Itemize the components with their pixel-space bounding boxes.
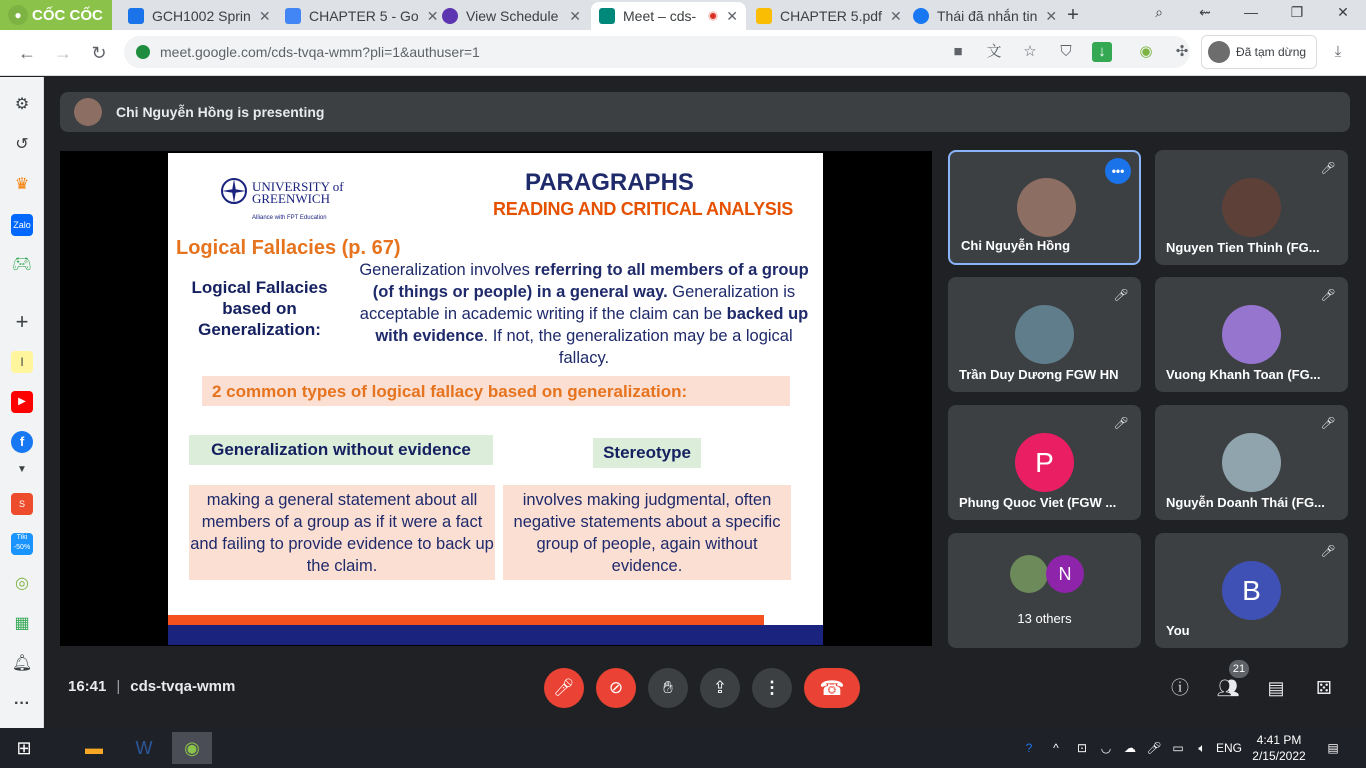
shield-icon[interactable]: ⛉ [1060,43,1072,60]
mic-toggle-button[interactable]: 🎤︎ [544,668,584,708]
others-count: 13 others [1017,611,1072,626]
self-tile[interactable] [1155,533,1348,648]
extensions-puzzle-icon[interactable]: ✣ [1175,43,1189,60]
participant-name: Nguyen Tien Thinh (FG... [1166,240,1320,255]
word-icon[interactable]: W [135,737,153,758]
close-icon[interactable]: ✕ [569,7,581,24]
clock-date: 2/15/2022 [1252,749,1306,763]
participant-tile[interactable] [1155,150,1348,265]
raise-hand-button[interactable]: ✋︎ [648,668,688,708]
new-tab-button[interactable]: + [1067,4,1079,26]
slide-footer-bar [168,615,764,625]
mic-off-icon: 🎤︎ [1113,288,1129,302]
university-crest-icon [220,177,248,205]
type1-description: making a general statement about all members of a group as if it were a fact and failing to provide evidence to back up the claim. [189,485,495,580]
participant-tile[interactable] [1155,277,1348,392]
chevron-up-icon[interactable]: ^ [1053,741,1059,755]
back-to-tab-icon[interactable]: ⇜ [1199,4,1211,20]
close-icon[interactable]: ✕ [1045,7,1058,24]
participant-avatar: N [1046,555,1084,593]
close-icon[interactable]: ✕ [889,7,902,24]
close-window-button[interactable]: ✕ [1337,4,1349,20]
recording-indicator-icon [708,11,718,21]
profile-avatar [1208,41,1230,63]
tab-label: CHAPTER 5.pdf [780,8,882,24]
tab-facebook[interactable] [905,2,1060,30]
type2-label: Stereotype [593,438,701,468]
youtube-icon[interactable]: ▶ [11,391,33,413]
downloads-icon[interactable]: ⤓ [1334,43,1342,60]
participant-avatar [1017,178,1076,237]
tab-search-icon[interactable]: ⌕ [1155,4,1163,20]
types-label: 2 common types of logical fallacy based on generalization: [202,376,790,406]
mic-off-icon: 🎤︎ [1320,416,1336,430]
meeting-info [68,678,235,695]
presenter-avatar [74,98,102,126]
download-icon[interactable]: ↓ [1092,42,1112,62]
profile-button[interactable] [1201,35,1317,69]
file-explorer-icon[interactable]: ▬ [85,737,103,758]
mic-off-icon: 🎤︎ [1320,544,1336,558]
mic-off-icon: 🎤︎ [1320,288,1336,302]
drive-icon [756,8,772,24]
others-tile[interactable] [948,533,1141,648]
restore-button[interactable]: ❐ [1290,4,1304,20]
meet-icon [599,8,615,24]
participant-tile[interactable] [948,405,1141,520]
classroom-icon [128,8,144,24]
wifi-icon[interactable]: ◡ [1100,741,1112,755]
reload-button[interactable]: ↻ [91,43,107,63]
history-icon[interactable]: ↺ [15,136,29,153]
battery-icon[interactable]: ▭ [1172,741,1184,755]
language-indicator[interactable]: ENG [1215,741,1242,755]
taskbar-clock[interactable] [1244,732,1314,764]
generalization-description [354,259,814,369]
settings-gear-icon[interactable]: ⚙ [14,96,30,113]
presentation-slide [168,153,823,645]
bookmark-star-icon[interactable]: ☆ [1023,43,1037,60]
meeting-details-icon[interactable]: ⓘ [1171,678,1189,698]
participant-avatar [1222,433,1281,492]
side-label: Logical Fallacies based on Generalization: [191,278,328,339]
notes-icon[interactable]: I [11,351,33,373]
participant-avatar [1222,305,1281,364]
sheets-icon[interactable]: ▦ [14,615,30,632]
slide-subtitle: READING AND CRITICAL ANALYSIS [493,199,793,219]
present-screen-button[interactable]: ⇪ [700,668,740,708]
more-options-icon[interactable]: ··· [14,695,30,712]
participant-tile[interactable] [948,277,1141,392]
translate-icon[interactable]: 文 [986,43,1002,60]
tab-chapter5-docs[interactable] [277,2,439,30]
facebook-sidebar-icon[interactable]: f [11,431,33,453]
game-controller-icon[interactable]: 🎮︎ [11,256,33,273]
back-button[interactable]: ← [18,43,36,63]
participant-avatar: B [1222,561,1281,620]
docs-icon [285,8,301,24]
meeting-time: 16:41 [68,678,107,695]
clock-time: 4:41 PM [1256,733,1302,747]
people-count-badge: 21 [1229,660,1249,678]
coccoc-extension-icon[interactable]: ◉ [1139,43,1153,60]
zalo-icon[interactable]: Zalo [11,214,33,236]
type1-label: Generalization without evidence [189,435,493,465]
notifications-icon[interactable]: ▤ [1327,741,1339,755]
profile-status: Đã tạm dừng [1236,45,1307,59]
activities-icon[interactable]: ⚄ [1316,678,1332,698]
desc-text: Generalization involves [359,261,535,279]
presenter-text: Chi Nguyễn Hồng is presenting [116,104,325,120]
chat-icon[interactable]: ▤ [1267,678,1285,698]
schedule-icon [442,8,458,24]
notification-bell-icon[interactable]: 🔔︎ [11,655,33,672]
secure-lock-icon [136,45,150,59]
add-sidebar-item-icon[interactable]: + [15,309,29,334]
chevron-down-icon[interactable]: ▼ [17,464,27,475]
shopee-icon[interactable]: S [11,493,33,515]
camera-toggle-button[interactable]: ⊘ [596,668,636,708]
help-icon[interactable]: ? [1025,741,1033,755]
tab-classroom[interactable] [120,2,275,30]
tab-label: View Schedule [466,8,559,24]
coccoc-taskbar-icon[interactable]: ◉ [172,732,212,764]
presenting-banner [60,92,1350,132]
desc-text: . If not, the generalization may be a logical fallacy. [483,327,793,367]
browser-brand[interactable] [8,5,103,25]
close-icon[interactable]: ✕ [426,7,439,24]
coccoc-map-icon[interactable]: ◎ [15,575,29,592]
participant-avatar [1222,178,1281,237]
desc-bold: referring to all members of a group (of things or people) in a general way. [372,261,809,301]
separator: | [116,678,121,695]
network-icon[interactable]: ⊡ [1076,741,1088,755]
forward-button[interactable]: → [54,43,72,63]
tab-label: CHAPTER 5 - Go [309,8,419,24]
participant-avatar [1010,555,1048,593]
type2-description: involves making judgmental, often negative statements about a specific group of people, again without evidence. [503,485,791,580]
windows-start-icon[interactable]: ⊞ [16,737,32,758]
participant-name: Phung Quoc Viet (FGW ... [959,495,1117,510]
tiki-icon[interactable]: Tiki -50% [11,533,33,555]
more-options-icon[interactable]: ••• [1105,158,1131,184]
participant-tile[interactable] [948,150,1141,265]
participant-name: You [1166,623,1190,638]
meeting-code: cds-tvqa-wmm [130,678,236,695]
tab-meet[interactable] [591,2,746,30]
crown-icon[interactable]: ♛ [14,176,30,193]
participant-name: Nguyễn Doanh Thái (FG... [1166,495,1325,510]
tab-view-schedule[interactable] [434,2,589,30]
slide-footer-bar [168,625,823,645]
close-icon[interactable]: ✕ [258,7,271,24]
mic-off-icon: 🎤︎ [1320,161,1336,175]
university-name: UNIVERSITY of GREENWICH [252,179,344,206]
participant-name: Chi Nguyễn Hồng [961,238,1071,253]
slide-heading: Logical Fallacies (p. 67) [176,237,401,259]
participant-tile[interactable] [1155,405,1348,520]
brand-label: CỐC CỐC [32,6,103,24]
tab-chapter5-pdf[interactable] [748,2,903,30]
facebook-icon [913,8,929,24]
participant-name: Vuong Khanh Toan (FG... [1166,367,1321,382]
tab-label: Thái đã nhắn tin [937,8,1038,24]
microphone-icon[interactable]: 🎤︎ [1146,741,1162,755]
cloud-icon[interactable]: ☁ [1124,741,1136,755]
more-options-button[interactable]: ⋮ [752,668,792,708]
mic-off-icon: 🎤︎ [1113,416,1129,430]
slide-title: PARAGRAPHS [525,169,694,196]
tab-label: GCH1002 Sprin [152,8,251,24]
people-icon[interactable]: 👥︎ [1216,678,1240,698]
leave-call-button[interactable]: ☎︎ [804,668,860,708]
alliance-text: Alliance with FPT Education [252,215,327,221]
participant-name: Trần Duy Dương FGW HN [959,367,1119,382]
desc-text: Generalization is acceptable in academic writing if the claim can be [359,283,796,323]
participant-avatar: P [1015,433,1074,492]
participant-avatar [1015,305,1074,364]
coccoc-logo-icon: ● [8,5,28,25]
close-icon[interactable]: ✕ [726,7,738,24]
volume-icon[interactable]: 🔈︎ [1198,741,1206,755]
desc-bold: backed up with evidence [375,305,809,345]
url-text: meet.google.com/cds-tvqa-wmm?pli=1&authuser=1 [160,44,480,60]
tab-label: Meet – cds- [623,8,697,24]
camera-icon[interactable]: ■ [953,43,963,60]
minimize-button[interactable]: — [1244,4,1258,20]
